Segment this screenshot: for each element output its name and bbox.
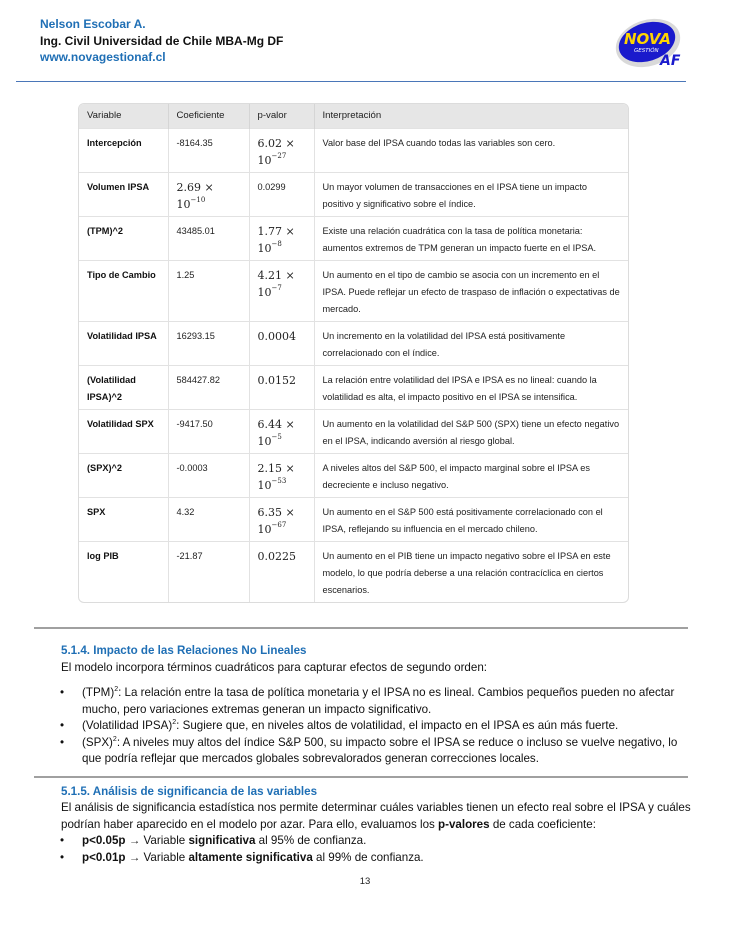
cell-variable (79, 498, 168, 542)
cell-interpretacion (314, 498, 628, 542)
document-header-area (0, 0, 730, 100)
cell-p-valor (249, 410, 314, 454)
cell-coeficiente (168, 498, 249, 542)
table-row (79, 498, 628, 542)
table-row (79, 129, 628, 173)
variable-name: log PIB (87, 551, 119, 561)
cell-coeficiente (168, 454, 249, 498)
significance-list (61, 833, 691, 866)
table-row (79, 366, 628, 410)
mantissa: 6.35 × (257, 506, 295, 519)
list-item: • (Volatilidad IPSA)$^2$: Sugiere que, en niveles altos de volatilidad, el impacto en el IPSA es aún más fuerte. (61, 718, 691, 735)
value: -21.87 (176, 551, 203, 561)
cell-interpretacion (314, 322, 628, 366)
mantissa: 6.02 × (257, 137, 295, 150)
cell-variable (79, 261, 168, 322)
table-row (79, 410, 628, 454)
section-divider (34, 627, 688, 629)
cell-interpretacion (314, 173, 628, 217)
value: 584427.82 (176, 375, 220, 385)
nova-gestion-logo (614, 18, 686, 70)
table-row (79, 217, 628, 261)
value: 0.0225 (257, 550, 296, 563)
variable-name: (SPX)^2 (87, 463, 122, 473)
exponent-base: 10 (257, 435, 272, 448)
cell-interpretacion (314, 542, 628, 603)
variable-name: (Volatilidad IPSA)^2 (87, 375, 136, 402)
variable-name: Volatilidad IPSA (87, 331, 157, 341)
cell-interpretacion (314, 217, 628, 261)
exponent-base: 10 (176, 198, 191, 211)
value: -0.0003 (176, 463, 208, 473)
page-number: 13 (359, 876, 371, 887)
exponent-base: 10 (257, 286, 272, 299)
cell-interpretacion (314, 129, 628, 173)
exponent-base: 10 (257, 242, 272, 255)
variable-name: Tipo de Cambio (87, 270, 156, 280)
logo-text-af: AF (660, 53, 681, 69)
exponent: −27 (271, 152, 287, 160)
mantissa: 4.21 × (257, 269, 295, 282)
mantissa: 2.69 × (176, 181, 214, 194)
section-title: 5.1.5. Análisis de significancia de las variables (61, 784, 318, 798)
cell-variable (79, 322, 168, 366)
exponent: −7 (271, 284, 282, 292)
cell-variable (79, 366, 168, 410)
cell-p-valor (249, 261, 314, 322)
variable-name: SPX (87, 507, 106, 517)
value: 0.0299 (257, 182, 286, 192)
interpretation-text: La relación entre volatilidad del IPSA e IPSA es no lineal: cuando la volatilidad es alta, el impacto positivo en el IPSA se intensifica. (322, 375, 597, 402)
cell-coeficiente (168, 410, 249, 454)
list-item: • (SPX)$^2$: A niveles muy altos del índice S&P 500, su impacto sobre el IPSA se reduce o incluso se vuelve negativo, lo que podría reflejar que mercados globales sobrevalorados generan correcciones locales. (60, 735, 678, 765)
mantissa: 6.44 × (257, 418, 295, 431)
value: 4.32 (176, 507, 195, 517)
cell-interpretacion (314, 454, 628, 498)
cell-p-valor (249, 498, 314, 542)
table-row (79, 173, 628, 217)
cell-variable (79, 129, 168, 173)
cell-coeficiente (168, 542, 249, 603)
exponent: −10 (190, 196, 206, 204)
interpretation-text: Existe una relación cuadrática con la tasa de política monetaria: aumentos extremos de TPM generan un impacto fuerte en el IPSA. (322, 226, 597, 253)
cell-variable (79, 542, 168, 603)
logo-text-nova: NOVA (624, 30, 671, 48)
mantissa: 2.15 × (257, 462, 295, 475)
table-row (79, 542, 628, 603)
cell-coeficiente (168, 366, 249, 410)
table-row (79, 454, 628, 498)
interpretation-text: Un mayor volumen de transacciones en el IPSA tiene un impacto positivo y significativo sobre el índice. (322, 182, 588, 209)
cell-variable (79, 173, 168, 217)
section-title: 5.1.4. Impacto de las Relaciones No Lineales (61, 644, 307, 657)
interpretation-text: Un aumento en el S&P 500 está positivamente correlacionado con el IPSA, reflejando su influencia en el mercado chileno. (322, 507, 603, 534)
section-intro: El análisis de significancia estadística nos permite determinar cuáles variables tienen un efecto real sobre el IPSA y cuáles podrían haber aparecido en el modelo por azar. Para ello, evaluamos los p-valores de cada coeficiente: (61, 801, 691, 831)
column-header-variable: Variable (79, 104, 168, 129)
exponent-base: 10 (257, 479, 272, 492)
variable-name: Intercepción (87, 138, 142, 148)
variable-name: Volatilidad SPX (87, 419, 154, 429)
exponent: −8 (271, 240, 282, 248)
cell-variable (79, 454, 168, 498)
bullet-icon: • (60, 686, 65, 699)
cell-coeficiente (168, 217, 249, 261)
interpretation-text: Un aumento en la volatilidad del S&P 500 (SPX) tiene un efecto negativo en el IPSA, indicando aversión al riesgo global. (322, 419, 620, 446)
cell-coeficiente (168, 322, 249, 366)
nonlinear-terms-list (61, 685, 691, 768)
cell-coeficiente (168, 261, 249, 322)
variable-name: (TPM)^2 (87, 226, 123, 236)
mantissa: 1.77 × (257, 225, 295, 238)
cell-interpretacion (314, 410, 628, 454)
value: -9417.50 (176, 419, 213, 429)
interpretation-text: Valor base del IPSA cuando todas las variables son cero. (322, 138, 556, 148)
cell-p-valor (249, 129, 314, 173)
value: 0.0004 (257, 330, 296, 343)
value: 1.25 (176, 270, 195, 280)
section-5-1-4 (61, 643, 691, 768)
exponent-base: 10 (257, 154, 272, 167)
website-link[interactable]: www.novagestionaf.cl (40, 50, 166, 64)
cell-p-valor (249, 454, 314, 498)
variable-name: Volumen IPSA (87, 182, 150, 192)
cell-interpretacion (314, 261, 628, 322)
cell-p-valor (249, 366, 314, 410)
cell-coeficiente (168, 173, 249, 217)
exponent: −53 (271, 477, 287, 485)
value: 43485.01 (176, 226, 215, 236)
column-header-p-valor: p-valor (249, 104, 314, 129)
cell-p-valor (249, 217, 314, 261)
header-divider (16, 81, 686, 82)
value: -8164.35 (176, 138, 213, 148)
bullet-icon: • (60, 719, 65, 732)
cell-variable (79, 217, 168, 261)
list-item: • p<0.01p → Variable altamente significativa al 99% de confianza. (61, 850, 691, 867)
table-row (79, 261, 628, 322)
interpretation-text: A niveles altos del S&P 500, el impacto marginal sobre el IPSA es decreciente e incluso negativo. (322, 463, 590, 490)
interpretation-text: Un aumento en el PIB tiene un impacto negativo sobre el IPSA en este modelo, lo que podría deberse a una relación contracíclica en ciertos escenarios. (322, 551, 611, 595)
exponent: −67 (271, 521, 287, 529)
table-header-row (79, 104, 628, 129)
list-item: • p<0.05p → Variable significativa al 95% de confianza. (61, 833, 691, 850)
document-header (40, 16, 283, 66)
bullet-icon: • (60, 834, 65, 847)
logo-text-gestion: GESTIÓN (634, 48, 659, 54)
section-5-1-5 (61, 784, 691, 867)
cell-p-valor (249, 322, 314, 366)
list-item: • (TPM)$^2$: La relación entre la tasa de política monetaria y el IPSA no es lineal. Cambios pequeños pueden no afectar mucho, pero variaciones extremas generan un impacto significativo. (60, 686, 675, 716)
value: 0.0152 (257, 374, 296, 387)
column-header-interpretacion: Interpretación (314, 104, 628, 129)
author-credentials: Ing. Civil Universidad de Chile MBA-Mg DF (40, 33, 284, 48)
author-name: Nelson Escobar A. (40, 17, 146, 31)
cell-variable (79, 410, 168, 454)
exponent-base: 10 (257, 523, 272, 536)
bullet-icon: • (60, 850, 65, 864)
table-row (79, 322, 628, 366)
section-intro: El modelo incorpora términos cuadráticos para capturar efectos de segundo orden: (61, 660, 487, 674)
bullet-icon: • (60, 735, 65, 749)
exponent: −5 (271, 433, 282, 441)
cell-p-valor (249, 173, 314, 217)
interpretation-text: Un incremento en la volatilidad del IPSA está positivamente correlacionado con el índice. (322, 331, 566, 358)
cell-interpretacion (314, 366, 628, 410)
regression-table (78, 103, 629, 603)
cell-coeficiente (168, 129, 249, 173)
interpretation-text: Un aumento en el tipo de cambio se asocia con un incremento en el IPSA. Puede reflejar un efecto de traspaso de inflación o expectativas de mercado. (322, 270, 620, 314)
column-header-coeficiente: Coeficiente (168, 104, 249, 129)
cell-p-valor (249, 542, 314, 603)
section-divider (34, 776, 688, 778)
value: 16293.15 (176, 331, 215, 341)
